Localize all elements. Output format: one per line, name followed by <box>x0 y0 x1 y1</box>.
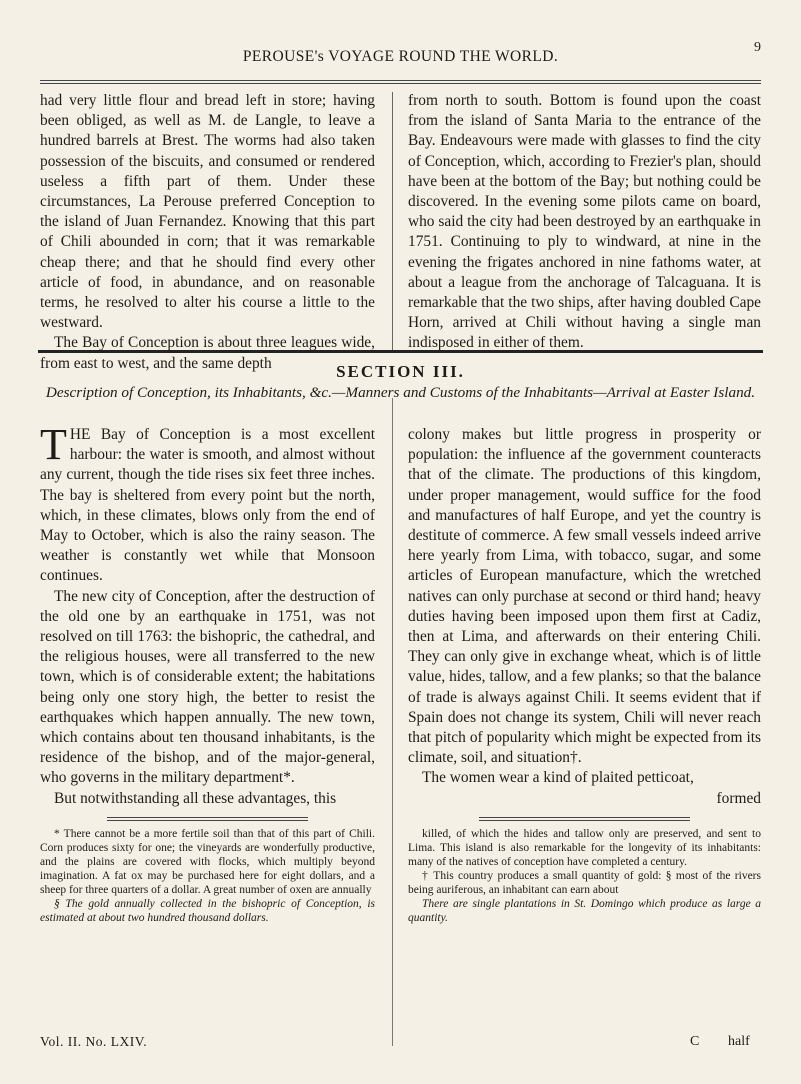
paragraph: The women wear a kind of plaited petticoat, <box>422 769 694 787</box>
paragraph <box>40 420 375 587</box>
paragraph-text: HE Bay of Conception is a most excellent harbour: the water is smooth, and almost without any current, though the tide rises six feet three inches. The bay is sheltered from every point but the north, which, in these climates, blows only from the end of May to October, which is also the rainy season. The weather is constantly wet while that Monsoon continues. <box>40 426 375 585</box>
volume-signature: Vol. II. No. LXIV. <box>40 1034 148 1049</box>
paragraph: from north to south. Bottom is found upon the coast from the island of Santa Maria to the entrance of the Bay. Endeavours were made with glasses to find the city of Conception, which, according to Frezier's plan, should have been at the bottom of the Bay; but nothing could be discovered. In the evening some pilots came on board, who said the city had been destroyed by an earthquake in 1751. Continuing to ply to windward, at nine in the evening the frigates anchored in nine fathoms water, at about a league from the anchorage of Talcaguana. It is remarkable that the two ships, after having doubled Cape Horn, arrived at Chili without having a single man indisposed in either of them. <box>408 92 761 352</box>
footnote: killed, of which the hides and tallow only are preserved, and sent to Lima. This island is also remarkable for the longevity of its inhabitants: many of the natives of conception have completed a century. <box>408 827 761 868</box>
drop-cap: T <box>40 420 67 469</box>
footnote: * There cannot be a more fertile soil than that of this part of Chili. Corn produces sixty for one; the vineyards are wonderfully productive, and the plains are covered with flocks, which multiply beyond imagination. A fat ox may be purchased here for eight dollars, and a sheep for three quarters of a dollar. A great number of oxen are annually <box>40 827 375 896</box>
footnote-rule <box>107 817 308 821</box>
paragraph: colony makes but little progress in prosperity or population: the influence af the government counteracts that of the climate. The productions of this kingdom, under proper management, would suffice for the food and manufactures of half Europe, and yet the country is destitute of commerce. A few small vessels indeed arrive here yearly from Lima, with tobacco, sugar, and some articles of European manufacture, which the wretched natives can only purchase at second or third hand; heavy duties having been imposed upon them first at Cadiz, then at Lima, and afterwards on their entering Chili. They can only give in exchange wheat, which is of little value, hides, tallow, and a few planks; so that the balance of trade is always against Chili. It seems evident that if Spain does not change its system, Chili will never reach that pitch of popularity which might be expected from its climate, soil, and situation†. <box>408 426 761 767</box>
footnote: † This country produces a small quantity of gold: § most of the rivers being auriferous, an inhabitant can earn about <box>408 869 761 896</box>
column-bottom-right <box>408 425 761 925</box>
page-number: 9 <box>754 40 761 55</box>
header-rule <box>40 80 761 84</box>
paragraph: But notwithstanding all these advantages, this <box>54 789 337 807</box>
column-top-right <box>408 91 761 354</box>
paragraph: The Bay of Conception is about three leagues wide, from east to west, and the same depth <box>40 334 375 372</box>
catchword: half <box>728 1034 750 1049</box>
running-title: PEROUSE's VOYAGE ROUND THE WORLD. <box>242 48 559 65</box>
footnote-rule <box>479 817 691 821</box>
paragraph: had very little flour and bread left in store; having been obliged, as well as M. de Langle, to leave a hundred barrels at Brest. The worms had also taken possession of the biscuits, and consumed or rendered useless a fifth part of them. Under these circumstances, La Perouse preferred Conception to the island of Juan Fernandez. Knowing that this part of Chili abounded in corn; that it was remarkable cheap there; and that he should find every other article of food, in abundance, and on reasonable terms, he resolved to alter his course a little to the westward. <box>40 92 375 332</box>
column-divider <box>392 92 393 350</box>
paragraph: The new city of Conception, after the destruction of the old one by an earthquake in 1751, was not resolved on till 1763: the bishopric, the cathedral, and the religious houses, were all transferred to the new town, which is of considerable extent; the habitations being only one story high, the better to resist the earthquakes which happen annually. The new town, which contains about ten thousand inhabitants, is the residence of the bishop, and of the major-general, who governs in the military department*. <box>40 587 375 787</box>
footnote: § The gold annually collected in the bishopric of Conception, is estimated at about two hundred thousand dollars. <box>40 897 375 924</box>
running-head <box>40 40 761 66</box>
paragraph-end: formed <box>716 789 761 807</box>
section-heading: SECTION III. <box>336 362 465 381</box>
section-rule <box>38 350 763 353</box>
signature-mark: C <box>690 1034 700 1049</box>
column-divider <box>392 398 393 1046</box>
footnote: There are single plantations in St. Domingo which produce as large a quantity. <box>408 897 761 924</box>
column-bottom-left <box>40 420 375 925</box>
column-top-left <box>40 91 375 374</box>
section-subtitle: Description of Conception, its Inhabitants, &c.—Manners and Customs of the Inhabitants—Arrival at Easter Island. <box>45 384 756 401</box>
